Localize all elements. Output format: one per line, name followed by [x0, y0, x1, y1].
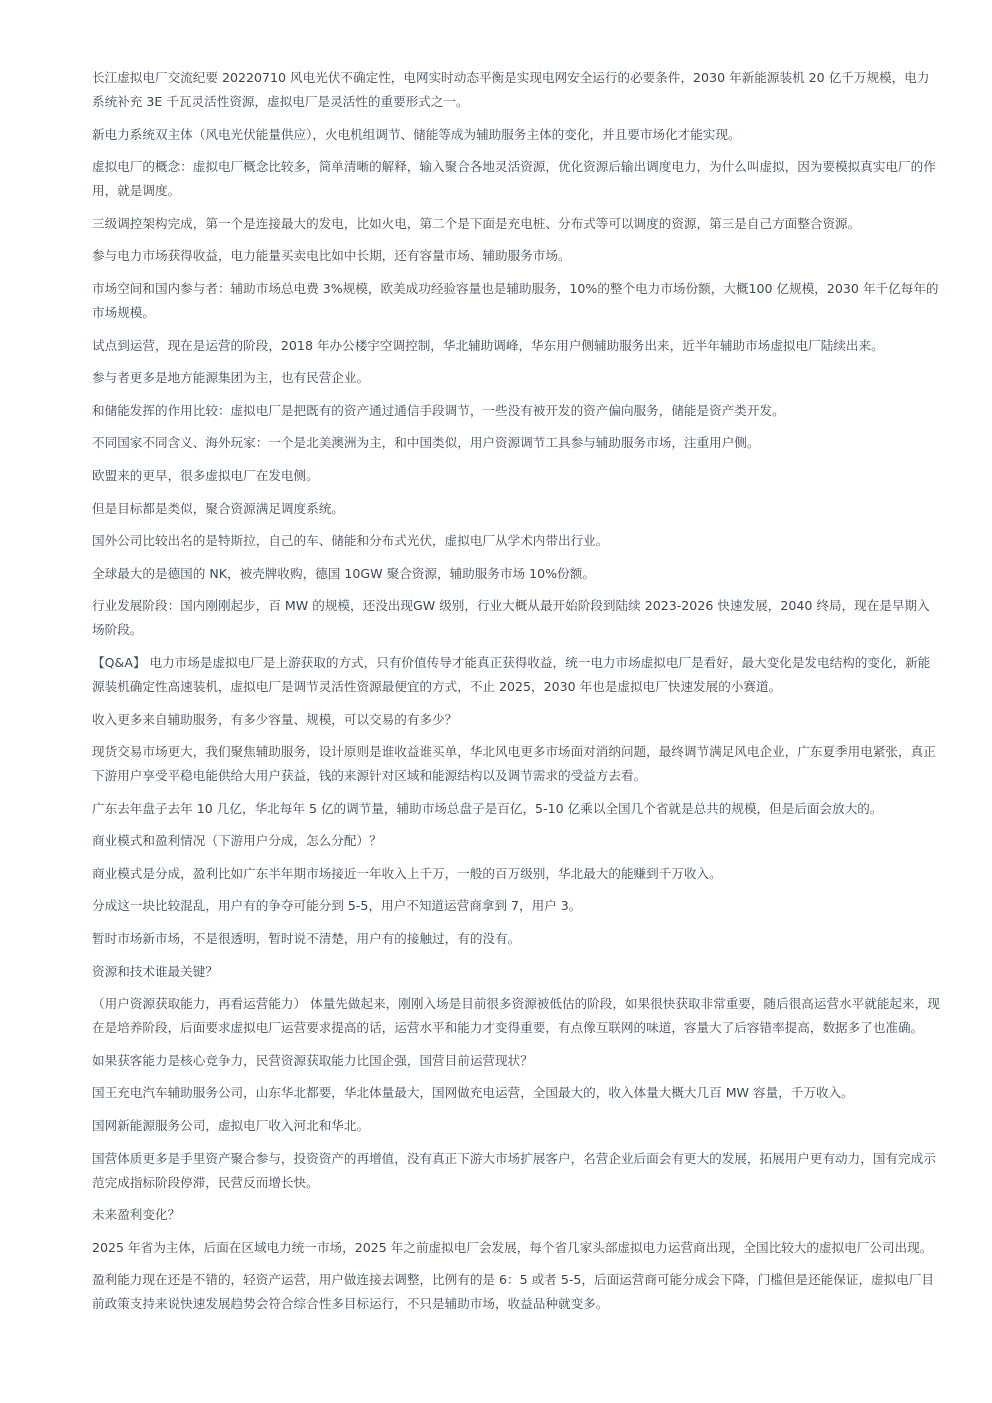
question: 未来盈利变化？ [92, 1207, 181, 1223]
answer: 2025 年省为主体，后面在区域电力统一市场，2025 年之前虚拟电厂会发展，每个省几家头部虚拟电力运营商出现，全国比较大的虚拟电厂公司出现。 [92, 1239, 933, 1255]
answer: （用户资源获取能力，再看运营能力） 体量先做起来，刚刚入场是目前很多资源被低估的阶段，如果很快获取非常重要，随后很高运营水平就能起来，现在是培养阶段，后面要求虚拟电厂运营要求提高的话，运营水平和能力才变得重要，有点像互联网的味道，容量大了后容错率提高，数据多了也准确。 [92, 996, 940, 1036]
answer: 商业模式是分成，盈利比如广东半年期市场接近一年收入上千万，一般的百万级别，华北最大的能赚到千万收入。 [92, 865, 722, 881]
answer: 国营体质更多是手里资产聚合参与，投资资产的再增值，没有真正下游大市场扩展客户，名营企业后面会有更大的发展，拓展用户更有动力，国有完成示范完成指标阶段停滞，民营反而增长快。 [92, 1150, 936, 1190]
answer: 广东去年盘子去年 10 几亿，华北每年 5 亿的调节量，辅助市场总盘子是百亿，5-10 亿乘以全国几个省就是总共的规模，但是后面会放大的。 [92, 800, 883, 816]
question: 资源和技术谁最关键？ [92, 963, 218, 979]
document-body [92, 66, 942, 1325]
answer: 现货交易市场更大，我们聚焦辅助服务，设计原则是谁收益谁买单，华北风电更多市场面对消纳问题，最终调节满足风电企业，广东夏季用电紧张，真正下游用户享受平稳电能供给大用户获益，钱的来源针对区域和能源结构以及调节需求的受益方去看。 [92, 744, 936, 784]
answer: 分成这一块比较混乱，用户有的争夺可能分到 5-5，用户不知道运营商拿到 7，用户 3。 [92, 898, 582, 914]
paragraph: 长江虚拟电厂交流纪要 20220710 风电光伏不确定性，电网实时动态平衡是实现电网安全运行的必要条件，2030 年新能源装机 20 亿千万规模，电力系统补充 3E 千瓦灵活性资源，虚拟电厂是灵活性的重要形式之一。 [92, 70, 930, 109]
question: 如果获客能力是核心竞争力，民营资源获取能力比国企强，国营目前运营现状？ [92, 1052, 533, 1068]
answer: 国网新能源服务公司，虚拟电厂收入河北和华北。 [92, 1118, 370, 1134]
paragraph: 试点到运营，现在是运营的阶段，2018 年办公楼宇空调控制，华北辅助调峰，华东用户侧辅助服务出来，近半年辅助市场虚拟电厂陆续出来。 [92, 337, 884, 353]
paragraph: 但是目标都是类似，聚合资源满足调度系统。 [92, 500, 344, 516]
paragraph: 参与电力市场获得收益，电力能量买卖电比如中长期，还有容量市场、辅助服务市场。 [92, 248, 571, 264]
paragraph: 欧盟来的更早，很多虚拟电厂在发电侧。 [92, 467, 319, 483]
answer: 国王充电汽车辅助服务公司，山东华北都要，华北体量最大，国网做充电运营，全国最大的，收入体量大概大几百 MW 容量，千万收入。 [92, 1085, 854, 1101]
paragraph: 和储能发挥的作用比较：虚拟电厂是把既有的资产通过通信手段调节，一些没有被开发的资产偏向服务，储能是资产类开发。 [92, 402, 785, 418]
answer: 盈利能力现在还是不错的，轻资产运营，用户做连接去调整，比例有的是 6：5 或者 5-5，后面运营商可能分成会下降，门槛但是还能保证，虚拟电厂目前政策支持来说快速发展趋势会符合综合性多目标运行，不只是辅助市场，收益品种就变多。 [92, 1272, 935, 1312]
qa-paragraph: 【Q&A】 电力市场是虚拟电厂是上游获取的方式，只有价值传导才能真正获得收益，统一电力市场虚拟电厂是看好，最大变化是发电结构的变化，新能源装机确定性高速装机，虚拟电厂是调节灵活性资源最便宜的方式，不止 2025，2030 年也是虚拟电厂快速发展的小赛道。 [92, 654, 931, 694]
paragraph: 参与者更多是地方能源集团为主，也有民营企业。 [92, 370, 370, 386]
paragraph: 三级调控架构完成，第一个是连接最大的发电，比如火电，第二个是下面是充电桩、分布式等可以调度的资源，第三是自己方面整合资源。 [92, 215, 861, 231]
paragraph: 全球最大的是德国的 NK，被壳牌收购，德国 10GW 聚合资源，辅助服务市场 10%份额。 [92, 565, 595, 581]
question: 商业模式和盈利情况（下游用户分成，怎么分配）？ [92, 833, 382, 849]
paragraph: 国外公司比较出名的是特斯拉，自己的车、储能和分布式光伏，虚拟电厂从学术内带出行业。 [92, 533, 609, 549]
paragraph: 不同国家不同含义、海外玩家：一个是北美澳洲为主，和中国类似，用户资源调节工具参与辅助服务市场，注重用户侧。 [92, 435, 760, 451]
paragraph: 虚拟电厂的概念：虚拟电厂概念比较多，简单清晰的解释，输入聚合各地灵活资源，优化资源后输出调度电力，为什么叫虚拟，因为要模拟真实电厂的作用，就是调度。 [92, 159, 936, 199]
paragraph: 市场空间和国内参与者：辅助市场总电费 3%规模，欧美成功经验容量也是辅助服务，10%的整个电力市场份额，大概100 亿规模，2030 年千亿每年的市场规模。 [92, 280, 939, 320]
paragraph: 新电力系统双主体（风电光伏能量供应），火电机组调节、储能等成为辅助服务主体的变化，并且要市场化才能实现。 [92, 126, 741, 142]
paragraph: 行业发展阶段：国内刚刚起步，百 MW 的规模，还没出现GW 级别，行业大概从最开始阶段到陆续 2023-2026 快速发展，2040 终局，现在是早期入场阶段。 [92, 598, 930, 638]
question: 收入更多来自辅助服务，有多少容量、规模，可以交易的有多少？ [92, 711, 458, 727]
answer: 暂时市场新市场，不是很透明，暂时说不清楚，用户有的接触过，有的没有。 [92, 931, 521, 947]
